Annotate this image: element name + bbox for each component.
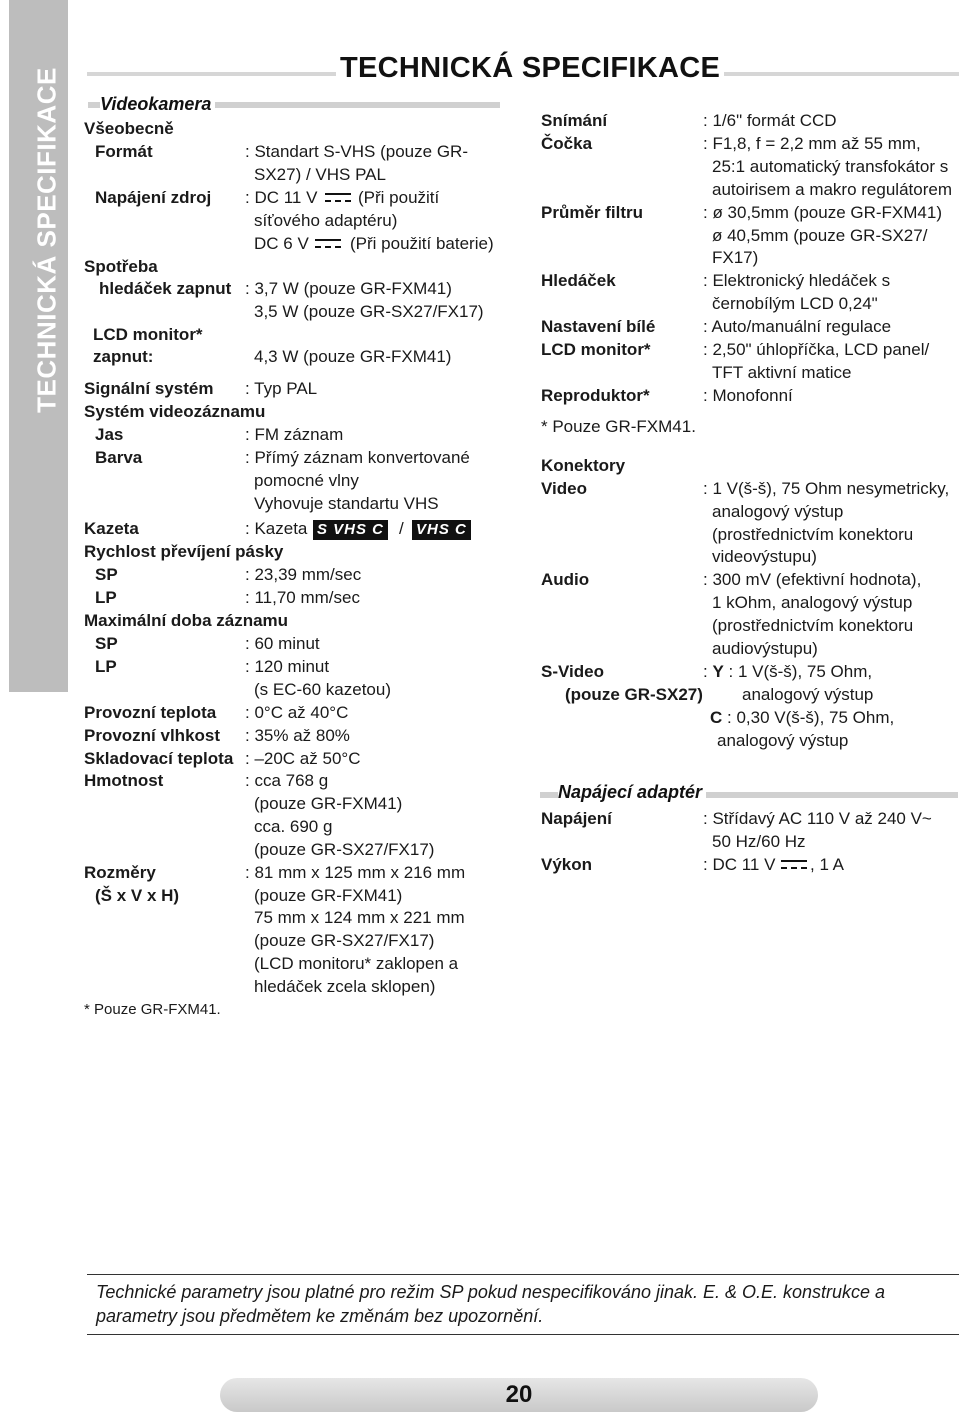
video-value: analogový výstup xyxy=(712,502,844,521)
cassette-label: Kazeta xyxy=(84,519,139,538)
dc-symbol-icon xyxy=(314,238,342,250)
svideo-y-letter: Y xyxy=(712,662,724,681)
bottom-rule-top xyxy=(87,1274,959,1275)
format-value: SX27) / VHS PAL xyxy=(254,165,386,184)
footnote-left: * Pouze GR-FXM41. xyxy=(84,1001,221,1018)
viewfinder-on-value: 3,5 W (pouze GR-SX27/FX17) xyxy=(254,302,484,321)
viewfinder-value: : Elektronický hledáček s xyxy=(703,271,891,290)
dimensions-value: 75 mm x 124 mm x 221 mm xyxy=(254,908,465,927)
op-temp-value: : 0°C až 40°C xyxy=(245,703,349,722)
filter-label: Průměr filtru xyxy=(541,203,644,222)
dimensions-label: Rozměry xyxy=(84,863,156,882)
vhs-c-logo: VHS C xyxy=(412,520,471,540)
weight-value: cca. 690 g xyxy=(254,817,333,836)
adapter-power-value: : Střídavý AC 110 V až 240 V~ xyxy=(703,809,932,828)
adapter-output-value: , 1 A xyxy=(810,855,845,874)
audio-value: 1 kOhm, analogový výstup xyxy=(712,593,913,612)
viewfinder-on-label: hledáček zapnut xyxy=(99,279,232,298)
section-heading-adapter: Napájecí adaptér xyxy=(558,782,706,803)
format-value: : Standart S-VHS (pouze GR- xyxy=(245,142,468,161)
adapter-output-value: : DC 11 V xyxy=(703,855,776,874)
svideo-label: S-Video xyxy=(541,662,604,681)
recording-label: Systém videozáznamu xyxy=(84,402,266,421)
lcd-label: LCD monitor* xyxy=(541,340,651,359)
power-value: (Při použití xyxy=(358,188,440,207)
dimensions-value: (pouze GR-SX27/FX17) xyxy=(254,931,435,950)
lp-label: LP xyxy=(95,657,117,676)
storage-temp-value: : –20C až 50°C xyxy=(245,749,361,768)
footnote-right: * Pouze GR-FXM41. xyxy=(541,417,696,436)
weight-label: Hmotnost xyxy=(84,771,164,790)
video-value: videovýstupu) xyxy=(712,547,817,566)
adapter-output-label: Výkon xyxy=(541,855,593,874)
lcd-on-value: 4,3 W (pouze GR-FXM41) xyxy=(254,347,452,366)
lp-label: LP xyxy=(95,588,117,607)
tape-speed-label: Rychlost převíjení pásky xyxy=(84,542,284,561)
cassette-value: : Kazeta xyxy=(245,519,308,538)
lp-time: (s EC-60 kazetou) xyxy=(254,680,391,699)
op-humidity-label: Provozní vlhkost xyxy=(84,726,221,745)
filter-value: ø 40,5mm (pouze GR-SX27/ xyxy=(712,226,928,245)
dimensions-sub-label: (Š x V x H) xyxy=(95,886,180,905)
svideo-c-line2: analogový výstup xyxy=(717,731,849,750)
lcd-value: TFT aktivní matice xyxy=(712,363,852,382)
adapter-power-value: 50 Hz/60 Hz xyxy=(712,832,806,851)
op-temp-label: Provozní teplota xyxy=(84,703,217,722)
lens-label: Čočka xyxy=(541,134,593,153)
page-title: TECHNICKÁ SPECIFIKACE xyxy=(336,52,724,85)
power-value: : DC 11 V xyxy=(245,188,318,207)
audio-value: : 300 mV (efektivní hodnota), xyxy=(703,570,922,589)
signal-value: : Typ PAL xyxy=(245,379,318,398)
lcd-monitor-label: LCD monitor* xyxy=(93,325,203,344)
luma-value: : FM záznam xyxy=(245,425,344,444)
weight-value: (pouze GR-FXM41) xyxy=(254,794,403,813)
format-label: Formát xyxy=(95,142,153,161)
white-balance-label: Nastavení bílé xyxy=(541,317,656,336)
power-value: (Při použití baterie) xyxy=(350,234,494,253)
connectors-label: Konektory xyxy=(541,456,626,475)
svideo-c-row: C : 0,30 V(š-š), 75 Ohm, xyxy=(710,708,895,727)
lcd-value: : 2,50" úhlopříčka, LCD panel/ xyxy=(703,340,930,359)
viewfinder-value: černobílým LCD 0,24" xyxy=(712,294,878,313)
side-tab xyxy=(9,0,68,692)
color-value: : Přímý záznam konvertované xyxy=(245,448,470,467)
power-value: DC 6 V xyxy=(254,234,309,253)
pickup-value: : 1/6" formát CCD xyxy=(703,111,837,130)
luma-label: Jas xyxy=(95,425,124,444)
weight-value: : cca 768 g xyxy=(245,771,329,790)
speaker-label: Reproduktor* xyxy=(541,386,650,405)
lens-value: autoirisem a makro regulátorem xyxy=(712,180,952,199)
dimensions-value: (LCD monitoru* zaklopen a xyxy=(254,954,459,973)
op-humidity-value: : 35% až 80% xyxy=(245,726,350,745)
svideo-y-row: : Y : 1 V(š-š), 75 Ohm, xyxy=(703,662,873,681)
svideo-y-line2: analogový výstup xyxy=(742,685,874,704)
sp-time: : 60 minut xyxy=(245,634,320,653)
lcd-on-label: zapnut: xyxy=(93,347,154,366)
video-label: Video xyxy=(541,479,587,498)
video-value: (prostřednictvím konektoru xyxy=(712,525,914,544)
color-value: pomocné vlny xyxy=(254,471,359,490)
bottom-note: Technické parametry jsou platné pro režim SP pokud nespecifikováno jinak. E. & O.E. konstrukce a parametry jsou předmětem ke změnám bez upozornění. xyxy=(96,1282,886,1326)
filter-value: FX17) xyxy=(712,248,759,267)
power-value: síťového adaptéru) xyxy=(254,211,398,230)
viewfinder-on-value: : 3,7 W (pouze GR-FXM41) xyxy=(245,279,452,298)
audio-value: audiovýstupu) xyxy=(712,639,818,658)
dc-symbol-icon xyxy=(780,859,808,871)
dimensions-value: (pouze GR-FXM41) xyxy=(254,886,403,905)
cassette-separator: / xyxy=(399,519,404,538)
viewfinder-label: Hledáček xyxy=(541,271,616,290)
general-label: Všeobecně xyxy=(84,119,174,138)
lens-value: 25:1 automatický transfokátor s xyxy=(712,157,949,176)
sp-label: SP xyxy=(95,565,118,584)
power-label: Napájení zdroj xyxy=(95,188,212,207)
lp-speed: : 11,70 mm/sec xyxy=(245,588,360,607)
sp-label: SP xyxy=(95,634,118,653)
signal-label: Signální systém xyxy=(84,379,214,398)
speaker-value: : Monofonní xyxy=(703,386,793,405)
side-tab-label: TECHNICKÁ SPECIFIKACE xyxy=(31,67,62,413)
dc-symbol-icon xyxy=(324,192,352,204)
filter-value: : ø 30,5mm (pouze GR-FXM41) xyxy=(703,203,943,222)
color-label: Barva xyxy=(95,448,143,467)
svideo-sub-label: (pouze GR-SX27) xyxy=(565,685,703,704)
svideo-c-letter: C xyxy=(710,708,723,727)
audio-value: (prostřednictvím konektoru xyxy=(712,616,914,635)
lens-value: : F1,8, f = 2,2 mm až 55 mm, xyxy=(703,134,921,153)
consumption-label: Spotřeba xyxy=(84,257,158,276)
storage-temp-label: Skladovací teplota xyxy=(84,749,234,768)
bottom-rule-bottom xyxy=(87,1334,959,1335)
audio-label: Audio xyxy=(541,570,590,589)
lp-time: : 120 minut xyxy=(245,657,330,676)
page-number-pill xyxy=(220,1378,818,1412)
video-value: : 1 V(š-š), 75 Ohm nesymetricky, xyxy=(703,479,950,498)
white-balance-value: : Auto/manuální regulace xyxy=(703,317,892,336)
weight-value: (pouze GR-SX27/FX17) xyxy=(254,840,435,859)
max-time-label: Maximální doba záznamu xyxy=(84,611,289,630)
color-value: Vyhovuje standartu VHS xyxy=(254,494,439,513)
dimensions-value: : 81 mm x 125 mm x 216 mm xyxy=(245,863,466,882)
pickup-label: Snímání xyxy=(541,111,608,130)
adapter-power-label: Napájení xyxy=(541,809,612,828)
svhs-c-logo: S VHS C xyxy=(313,520,388,540)
sp-speed: : 23,39 mm/sec xyxy=(245,565,362,584)
dimensions-value: hledáček zcela sklopen) xyxy=(254,977,436,996)
page-number: 20 xyxy=(505,1381,533,1408)
section-heading-camcorder: Videokamera xyxy=(100,94,215,115)
